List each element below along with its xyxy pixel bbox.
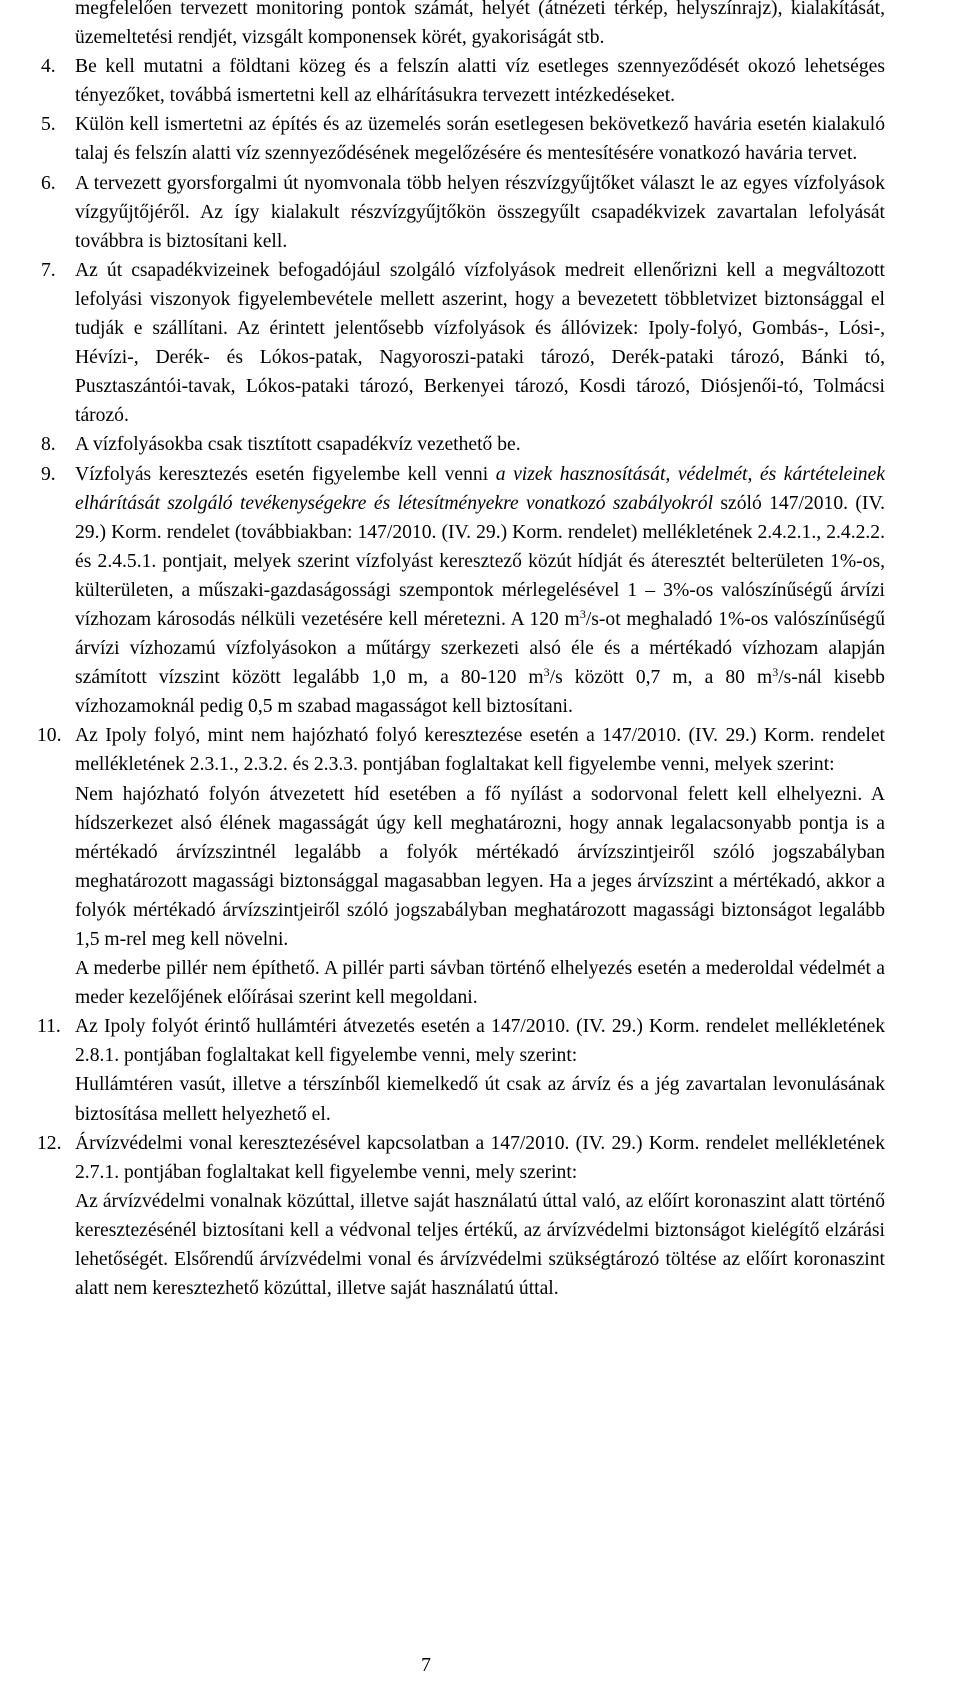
list-item-text: A tervezett gyorsforgalmi út nyomvonala több helyen részvízgyűjtőket választ le az egyes vízfolyások vízgyűjtőjéről. Az így kialakult részvízgyűjtőkön összegyűlt csapadékvizek zavartalan lefolyását továbbra is biztosítani kell.	[75, 172, 885, 252]
list-item-paragraph: A mederbe pillér nem építhető. A pillér parti sávban történő elhelyezés esetén a mederoldal védelmét a meder kezelőjének előírásai szerint kell megoldani.	[75, 958, 885, 1009]
list-item-9	[37, 460, 885, 722]
list-item-text: Árvízvédelmi vonal keresztezésével kapcsolatban a 147/2010. (IV. 29.) Korm. rendelet mellékletének 2.7.1. pontjában foglaltakat kell figyelembe venni, mely szerint:	[75, 1132, 885, 1183]
list-item-8	[37, 430, 885, 459]
list-item-text	[75, 460, 885, 722]
text-segment: /s-nál kisebb vízhozamoknál pedig 0,5 m szabad magasságot kell biztosítani.	[75, 667, 885, 718]
superscript: 3	[579, 606, 586, 621]
list-item-number: 6.	[41, 172, 56, 194]
italic-regulation-title: a vizek hasznosítását, védelmét, és kártételeinek elhárítását szolgáló tevékenységekre és létesítményekre vonatkozó szabályokról	[75, 463, 885, 514]
list-item-number: 11.	[37, 1016, 61, 1038]
list-item-7	[37, 256, 885, 431]
text-segment: szóló 147/2010. (IV. 29.) Korm. rendelet (továbbiakban: 147/2010. (IV. 29.) Korm. rendelet) mellékletének 2.4.2.1., 2.4.2.2. és 2.4.5.1. pontjait, melyek szerint vízfolyást keresztező közút hídját és áteresztét belterületen 1%-os, külterületen, a műszaki-gazdaságossági szempontok mérlegelésével 1 – 3%-os valószínűségű árvízi vízhozam károsodás nélküli vezetésére kell méretezni. A 120 m	[75, 492, 885, 630]
list-item-text: Az Ipoly folyót érintő hullámtéri átvezetés esetén a 147/2010. (IV. 29.) Korm. rendelet mellékletének 2.8.1. pontjában foglaltakat kell figyelembe venni, mely szerint:	[75, 1016, 885, 1067]
document-body	[37, 0, 885, 1303]
superscript: 3	[543, 665, 550, 680]
list-item-number: 4.	[41, 56, 56, 78]
list-item-text: A vízfolyásokba csak tisztított csapadékvíz vezethető be.	[75, 434, 521, 456]
list-item-11	[37, 1012, 885, 1128]
list-item-paragraph: Az árvízvédelmi vonalnak közúttal, illetve saját használatú úttal való, az előírt koronaszint alatt történő keresztezésénél biztosítani kell a védvonal teljes értékű, az árvízvédelmi biztonságot kielégítő elzárási lehetőségét. Elsőrendű árvízvédelmi vonal és árvízvédelmi szükségtározó töltése az előírt koronaszint alatt nem keresztezhető közúttal, illetve saját használatú úttal.	[75, 1190, 885, 1300]
list-item-number: 9.	[41, 463, 56, 485]
list-item-4	[37, 52, 885, 110]
list-item-number: 7.	[41, 259, 56, 281]
list-item-5	[37, 110, 885, 168]
text-segment: /s-ot meghaladó 1%-os valószínűségű árvízi vízhozamú vízfolyásokon a műtárgy szerkezeti alsó éle és a mértékadó vízhozam alapján számított vízszint között legalább 1,0 m, a 80-120 m	[75, 608, 885, 689]
list-item-text: Az út csapadékvizeinek befogadójául szolgáló vízfolyások medreit ellenőrizni kell a megváltozott lefolyási viszonyok figyelembevétele mellett aszerint, hogy a bevezetett többletvizet biztonsággal el tudják e szállítani. Az érintett jelentősebb vízfolyások és állóvizek: Ipoly-folyó, Gombás-, Lósi-, Hévízi-, Derék- és Lókos-patak, Nagyoroszi-pataki tározó, Derék-pataki tározó, Bánki tó, Pusztaszántói-tavak, Lókos-pataki tározó, Berkenyei tározó, Kosdi tározó, Diósjenői-tó, Tolmácsi tározó.	[75, 259, 885, 427]
text-segment: Vízfolyás keresztezés esetén figyelembe kell venni	[75, 463, 489, 485]
top-continuation-paragraph: megfelelően tervezett monitoring pontok számát, helyét (átnézeti térkép, helyszínrajz), kialakítását, üzemeltetési rendjét, vizsgált komponensek körét, gyakoriságát stb.	[75, 0, 885, 49]
list-item-12	[37, 1129, 885, 1304]
list-item-number: 8.	[41, 434, 56, 456]
list-item-paragraph: Nem hajózható folyón átvezetett híd esetében a fő nyílást a sodorvonal felett kell elhelyezni. A hídszerkezet alsó élének magasságát úgy kell meghatározni, hogy annak legalacsonyabb pontja is a mértékadó árvízszintnél legalább a folyók mértékadó árvízszintjeiről szóló jogszabályban meghatározott magassági biztonsággal magasabban legyen. Ha a jeges árvízszint a mértékadó, akkor a folyók mértékadó árvízszintjeiről szóló jogszabályban meghatározott magassági biztonságot legalább 1,5 m-rel meg kell növelni.	[75, 783, 885, 950]
list-item-number: 12.	[37, 1132, 62, 1154]
list-item-text: Az Ipoly folyó, mint nem hajózható folyó keresztezése esetén a 147/2010. (IV. 29.) Korm. rendelet mellékletének 2.3.1., 2.3.2. és 2.3.3. pontjában foglaltakat kell figyelembe venni, melyek szerint:	[75, 725, 885, 776]
list-item-number: 5.	[41, 114, 56, 136]
list-item-6	[37, 169, 885, 256]
text-segment: /s között 0,7 m, a 80 m	[549, 667, 773, 689]
list-item-paragraph: Hullámtéren vasút, illetve a térszínből kiemelkedő út csak az árvíz és a jég zavartalan levonulásának biztosítása mellett helyezhető el.	[75, 1074, 885, 1125]
list-item-number: 10.	[37, 725, 62, 747]
page-number: 7	[421, 1655, 431, 1676]
list-item-text: Külön kell ismertetni az építés és az üzemelés során esetlegesen bekövetkező havária esetén kialakuló talaj és felszín alatti víz szennyeződésének megelőzésére és mentesítésére vonatkozó havária tervet.	[75, 114, 885, 165]
list-item-10	[37, 721, 885, 1012]
list-item-text: Be kell mutatni a földtani közeg és a felszín alatti víz esetleges szennyeződését okozó lehetséges tényezőket, továbbá ismertetni kell az elhárításukra tervezett intézkedéseket.	[75, 56, 885, 107]
superscript: 3	[772, 665, 779, 680]
